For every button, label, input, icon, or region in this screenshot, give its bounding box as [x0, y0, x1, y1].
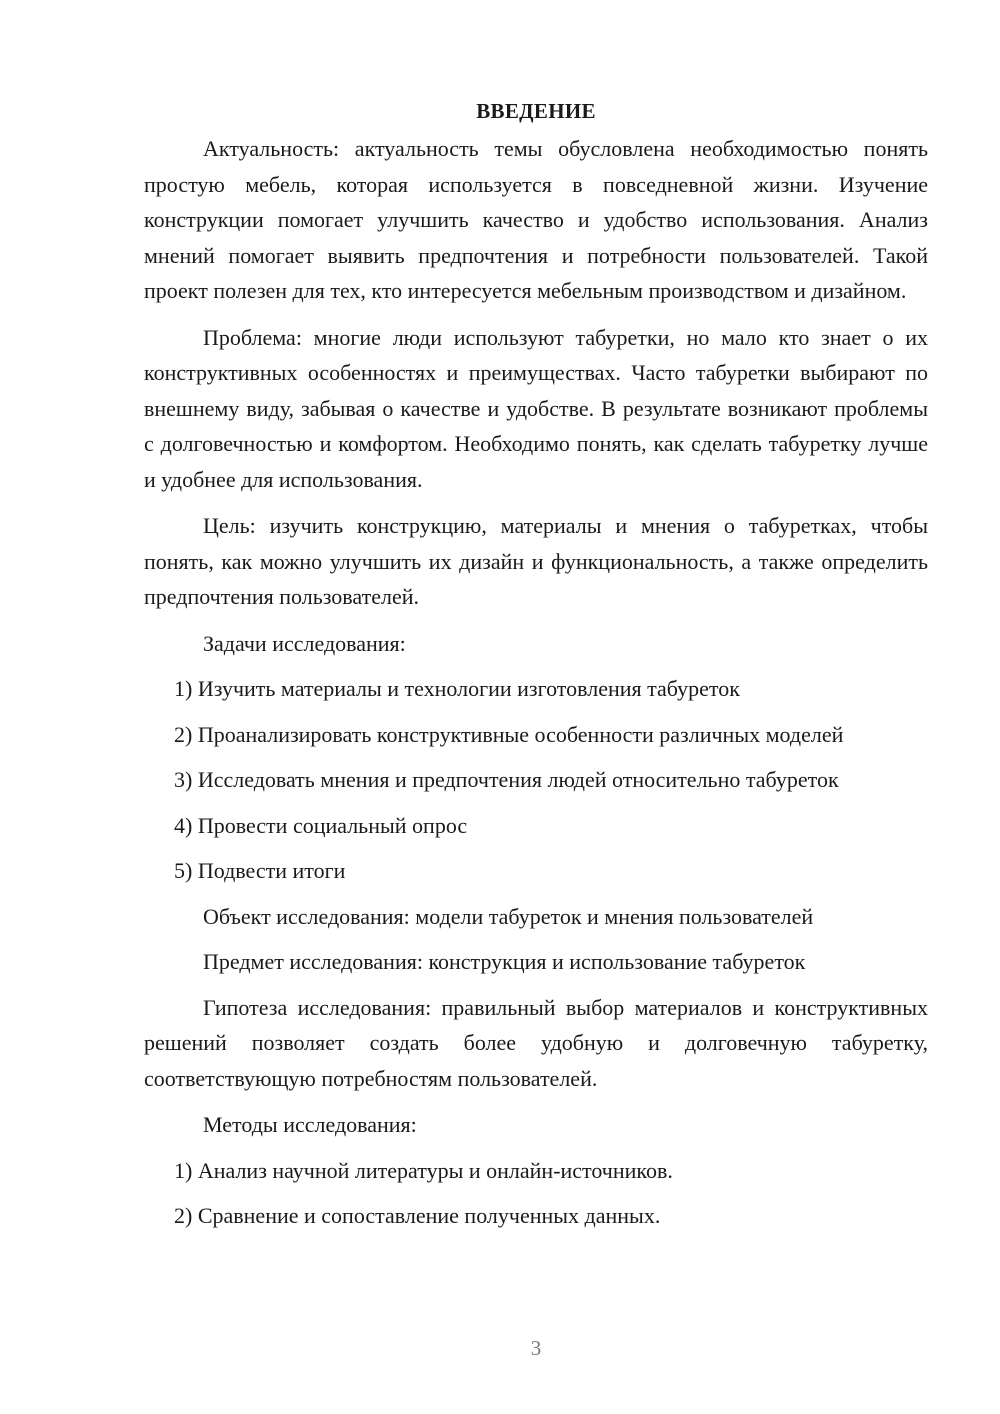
method-item: 2) Сравнение и сопоставление полученных данных. — [174, 1203, 661, 1228]
task-item: 2) Проанализировать конструктивные особенности различных моделей — [174, 721, 844, 747]
task-item: 4) Провести социальный опрос — [174, 812, 468, 838]
goal-paragraph: Цель: изучить конструкцию, материалы и мнения о табуретках, чтобы понять, как можно улучшить их дизайн и функциональность, а также определить предпочтения пользователей. — [144, 513, 928, 609]
task-item: 1) Изучить материалы и технологии изготовления табуреток — [174, 676, 740, 701]
method-item: 1) Анализ научной литературы и онлайн-источников. — [174, 1157, 673, 1183]
hypothesis-paragraph: Гипотеза исследования: правильный выбор материалов и конструктивных решений позволяет создать более удобную и долговечную табуретку, соответствующую потребностям пользователей. — [144, 994, 928, 1091]
methods-heading: Методы исследования: — [203, 1112, 417, 1137]
subject-paragraph: Предмет исследования: конструкция и использование табуреток — [203, 949, 806, 974]
page-number: 3 — [530, 1336, 542, 1360]
task-item: 3) Исследовать мнения и предпочтения людей относительно табуреток — [174, 767, 839, 792]
problem-paragraph: Проблема: многие люди используют табуретки, но мало кто знает о их конструктивных особенностях и преимуществах. Часто табуретки выбирают по внешнему виду, забывая о качестве и удобстве. В результате возникают проблемы с долговечностью и комфортом. Необходимо понять, как сделать табуретку лучше и удобнее для использования. — [144, 324, 928, 492]
section-title: ВВЕДЕНИЕ — [476, 99, 596, 123]
task-item: 5) Подвести итоги — [174, 858, 346, 883]
object-paragraph: Объект исследования: модели табуреток и мнения пользователей — [203, 903, 814, 929]
relevance-paragraph: Актуальность: актуальность темы обусловлена необходимостью понять простую мебель, которая используется в повседневной жизни. Изучение конструкции помогает улучшить качество и удобство использования. Анализ мнений помогает выявить предпочтения и потребности пользователей. Такой проект полезен для тех, кто интересуется мебельным производством и дизайном. — [144, 136, 928, 303]
document-page — [144, 96, 928, 1244]
tasks-heading: Задачи исследования: — [203, 630, 406, 656]
